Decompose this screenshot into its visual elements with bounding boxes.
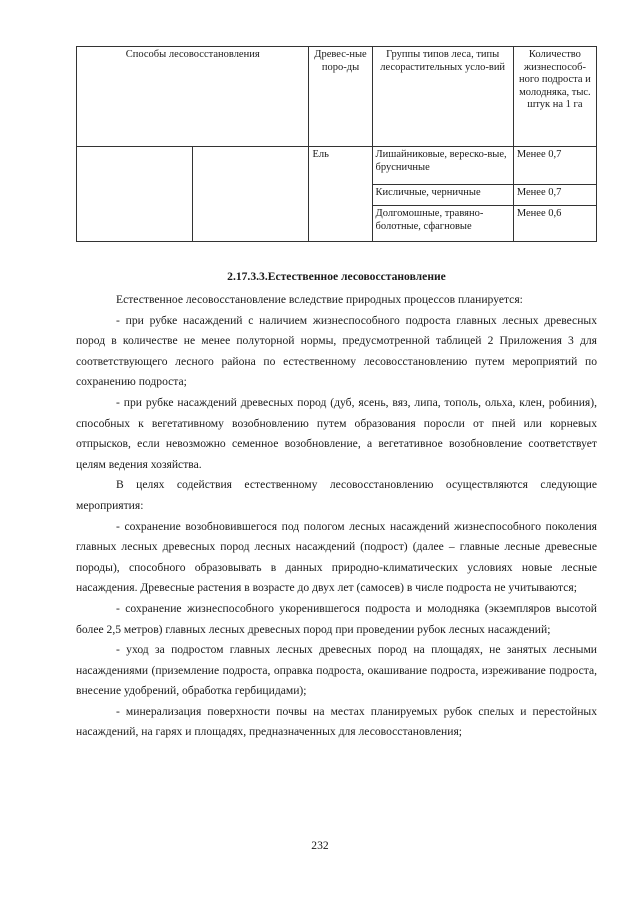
table-header-row (77, 47, 597, 147)
section-title: 2.17.3.3.Естественное лесовосстановление (227, 270, 446, 283)
quantity-cell: Менее 0,6 (513, 206, 596, 242)
paragraph: - сохранение возобновившегося под пологом лесных насаждений жизнеспособного поколения главных лесных древесных пород лесных насаждений (подрост) (далее – главные лесные древесные породы), способного образовывать в данных природно-климатических условиях новые лесные насаждения. Древесные растения в возрасте до двух лет (самосев) в числе подроста не учитываются; (76, 519, 597, 595)
paragraph: В целях содействия естественному лесовосстановлению осуществляются следующие мероприятия: (76, 478, 597, 512)
table-row (77, 147, 597, 185)
header-forest-groups: Группы типов леса, типы лесорастительных усло-вий (372, 47, 513, 147)
species-cell: Ель (309, 147, 372, 242)
section-body (76, 270, 597, 743)
header-species: Древес-ные поро-ды (309, 47, 372, 147)
paragraph: - уход за подростом главных лесных древесных пород на площадях, не занятых лесными насаждениями (приземление подроста, оправка подроста, окашивание подроста, изреживание подроста, внесение удобрений, обработка гербицидами); (76, 643, 597, 698)
paragraph: - при рубке насаждений с наличием жизнеспособного подроста главных лесных древесных пород в количестве не менее полуторной нормы, предусмотренной таблицей 2 Приложения 3 для соответствующего лесного района по естественному лесовосстановлению путем мероприятий по сохранению подроста; (76, 313, 597, 389)
submethods-cell-empty (193, 147, 309, 242)
header-methods: Способы лесовосстановления (77, 47, 309, 147)
paragraph: - при рубке насаждений древесных пород (дуб, ясень, вяз, липа, тополь, ольха, клен, робиния), способных к вегетативному возобновлению путем образования поросли от пней или корневых отпрысков, если невозможно семенное возобновление, а вегетативное возобновление соответствует целям ведения хозяйства. (76, 395, 597, 471)
page-number: 232 (311, 839, 329, 852)
header-quantity: Количество жизнеспособ-ного подроста и молодняка, тыс. штук на 1 га (513, 47, 596, 147)
paragraph: Естественное лесовосстановление вследствие природных процессов планируется: (116, 293, 523, 306)
forest-group-cell: Лишайниковые, вереско-вые, брусничные (372, 147, 513, 185)
forest-group-cell: Кисличные, черничные (372, 185, 513, 206)
forest-group-cell: Долгомошные, травяно-болотные, сфагновые (372, 206, 513, 242)
quantity-cell: Менее 0,7 (513, 147, 596, 185)
paragraph: - сохранение жизнеспособного укоренившегося подроста и молодняка (экземпляров высотой более 2,5 метров) главных лесных древесных пород при проведении рубок лесных насаждений; (76, 601, 597, 636)
reforestation-table (76, 46, 597, 242)
quantity-cell: Менее 0,7 (513, 185, 596, 206)
methods-cell-empty (77, 147, 193, 242)
paragraph: - минерализация поверхности почвы на местах планируемых рубок спелых и перестойных насаждений, на гарях и площадях, предназначенных для лесовосстановления; (76, 704, 597, 739)
